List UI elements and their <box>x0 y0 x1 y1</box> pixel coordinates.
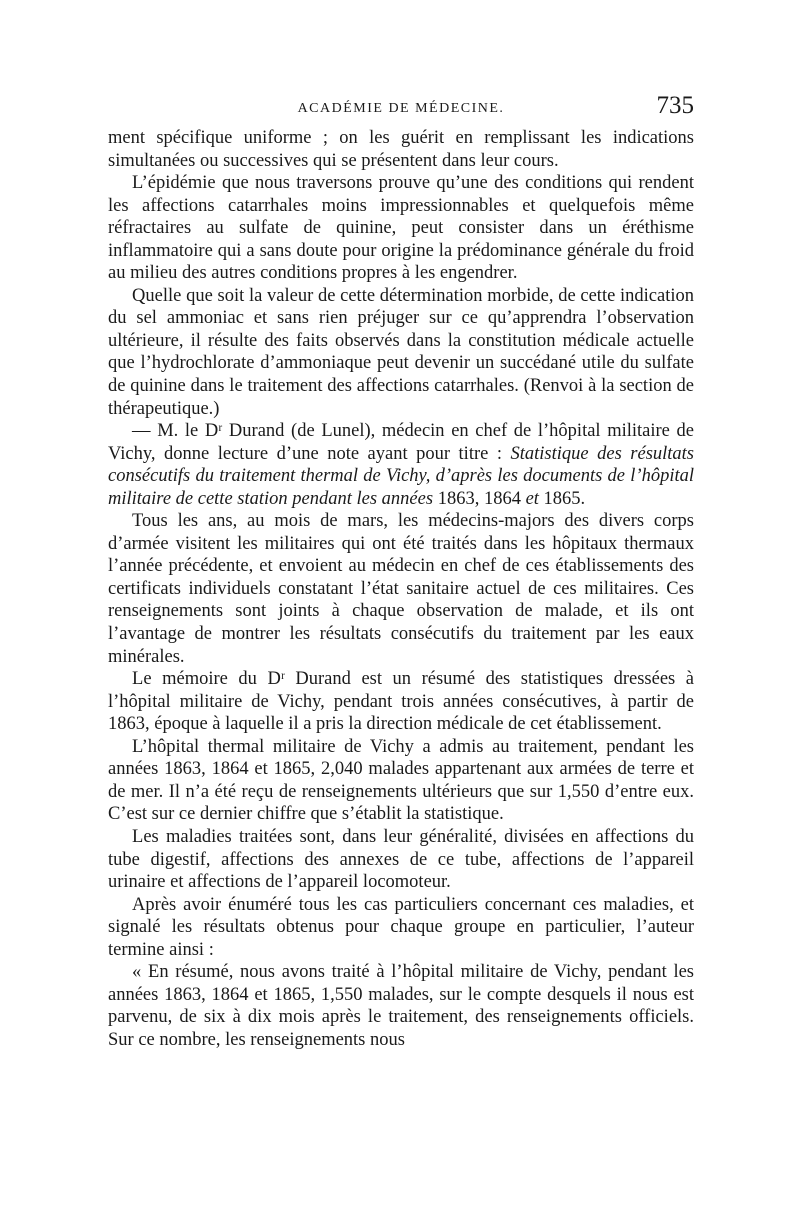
paragraph: Le mémoire du Dʳ Durand est un résumé des statistiques dressées à l’hôpital militaire de Vichy, pendant trois années consécutives, à partir de 1863, époque à laquelle il a pris la direction médicale de cet établissement. <box>108 669 694 735</box>
body-text <box>108 127 694 1051</box>
page-header <box>108 92 694 122</box>
paragraph: Tous les ans, au mois de mars, les médecins-majors des divers corps d’armée visitent les militaires qui ont été traités dans les hôpitaux thermaux l’année précédente, et envoient au médecin en chef de ces établissements des certificats individuels constatant l’état sanitaire actuel de ces militaires. Ces renseignements sont joints à chaque observation de malade, et ils ont l’avantage de montrer les résultats consécutifs du traitement par les eaux minérales. <box>108 511 694 667</box>
paragraph: Après avoir énuméré tous les cas particuliers concernant ces maladies, et signalé les résultats obtenus pour chaque groupe en particulier, l’auteur termine ainsi : <box>108 894 694 960</box>
note-title: Statistique des résultats consécutifs du traitement thermal de Vichy, d’après les documents de l’hôpital militaire de cette station pendant les années <box>108 443 695 509</box>
page-number: 735 <box>656 92 694 119</box>
paragraph: « En résumé, nous avons traité à l’hôpital militaire de Vichy, pendant les années 1863, 1864 et 1865, 1,550 malades, sur le compte desquels il nous est parvenu, de six à dix mois après le traitement, des renseignements officiels. Sur ce nombre, les renseignements nous <box>108 962 694 1050</box>
paragraph: ment spécifique uniforme ; on les guérit en remplissant les indications simultanées ou successives qui se présentent dans leur cours. <box>108 128 694 171</box>
running-title: ACADÉMIE DE MÉDECINE. <box>297 101 505 116</box>
note-conjunction: et <box>525 488 539 509</box>
note-last-year: 1865. <box>538 488 586 509</box>
paragraph: L’épidémie que nous traversons prouve qu’une des conditions qui rendent les affections catarrhales moins impressionnables et quelquefois même réfractaires au sulfate de quinine, peut consister dans un éréthisme inflammatoire qui a sans doute pour origine la prédominance générale du froid au milieu des autres conditions propres à les engendrer. <box>108 173 694 284</box>
paragraph <box>108 420 694 510</box>
paragraph: Quelle que soit la valeur de cette détermination morbide, de cette indication du sel ammoniac et sans rien préjuger sur ce qu’apprendra l’observation ultérieure, il résulte des faits observés dans la constitution médicale actuelle que l’hydrochlorate d’ammoniaque peut devenir un succédané utile du sulfate de quinine dans le traitement des affections catarrhales. (Renvoi à la section de thérapeutique.) <box>108 285 694 419</box>
paragraph: Les maladies traitées sont, dans leur généralité, divisées en affections du tube digestif, affections des annexes de ce tube, affections de l’appareil urinaire et affections de l’appareil locomoteur. <box>108 826 694 893</box>
note-years: 1863, 1864 <box>433 488 526 509</box>
note-intro: — M. le Dʳ Durand (de Lunel), médecin en chef de l’hôpital militaire de Vichy, donne lecture d’une note ayant pour titre : <box>108 421 694 464</box>
paragraph: L’hôpital thermal militaire de Vichy a admis au traitement, pendant les années 1863, 1864 et 1865, 2,040 malades appartenant aux armées de terre et de mer. Il n’a été reçu de renseignements ultérieurs que sur 1,550 d’entre eux. C’est sur ce dernier chiffre que s’établit la statistique. <box>108 736 694 825</box>
